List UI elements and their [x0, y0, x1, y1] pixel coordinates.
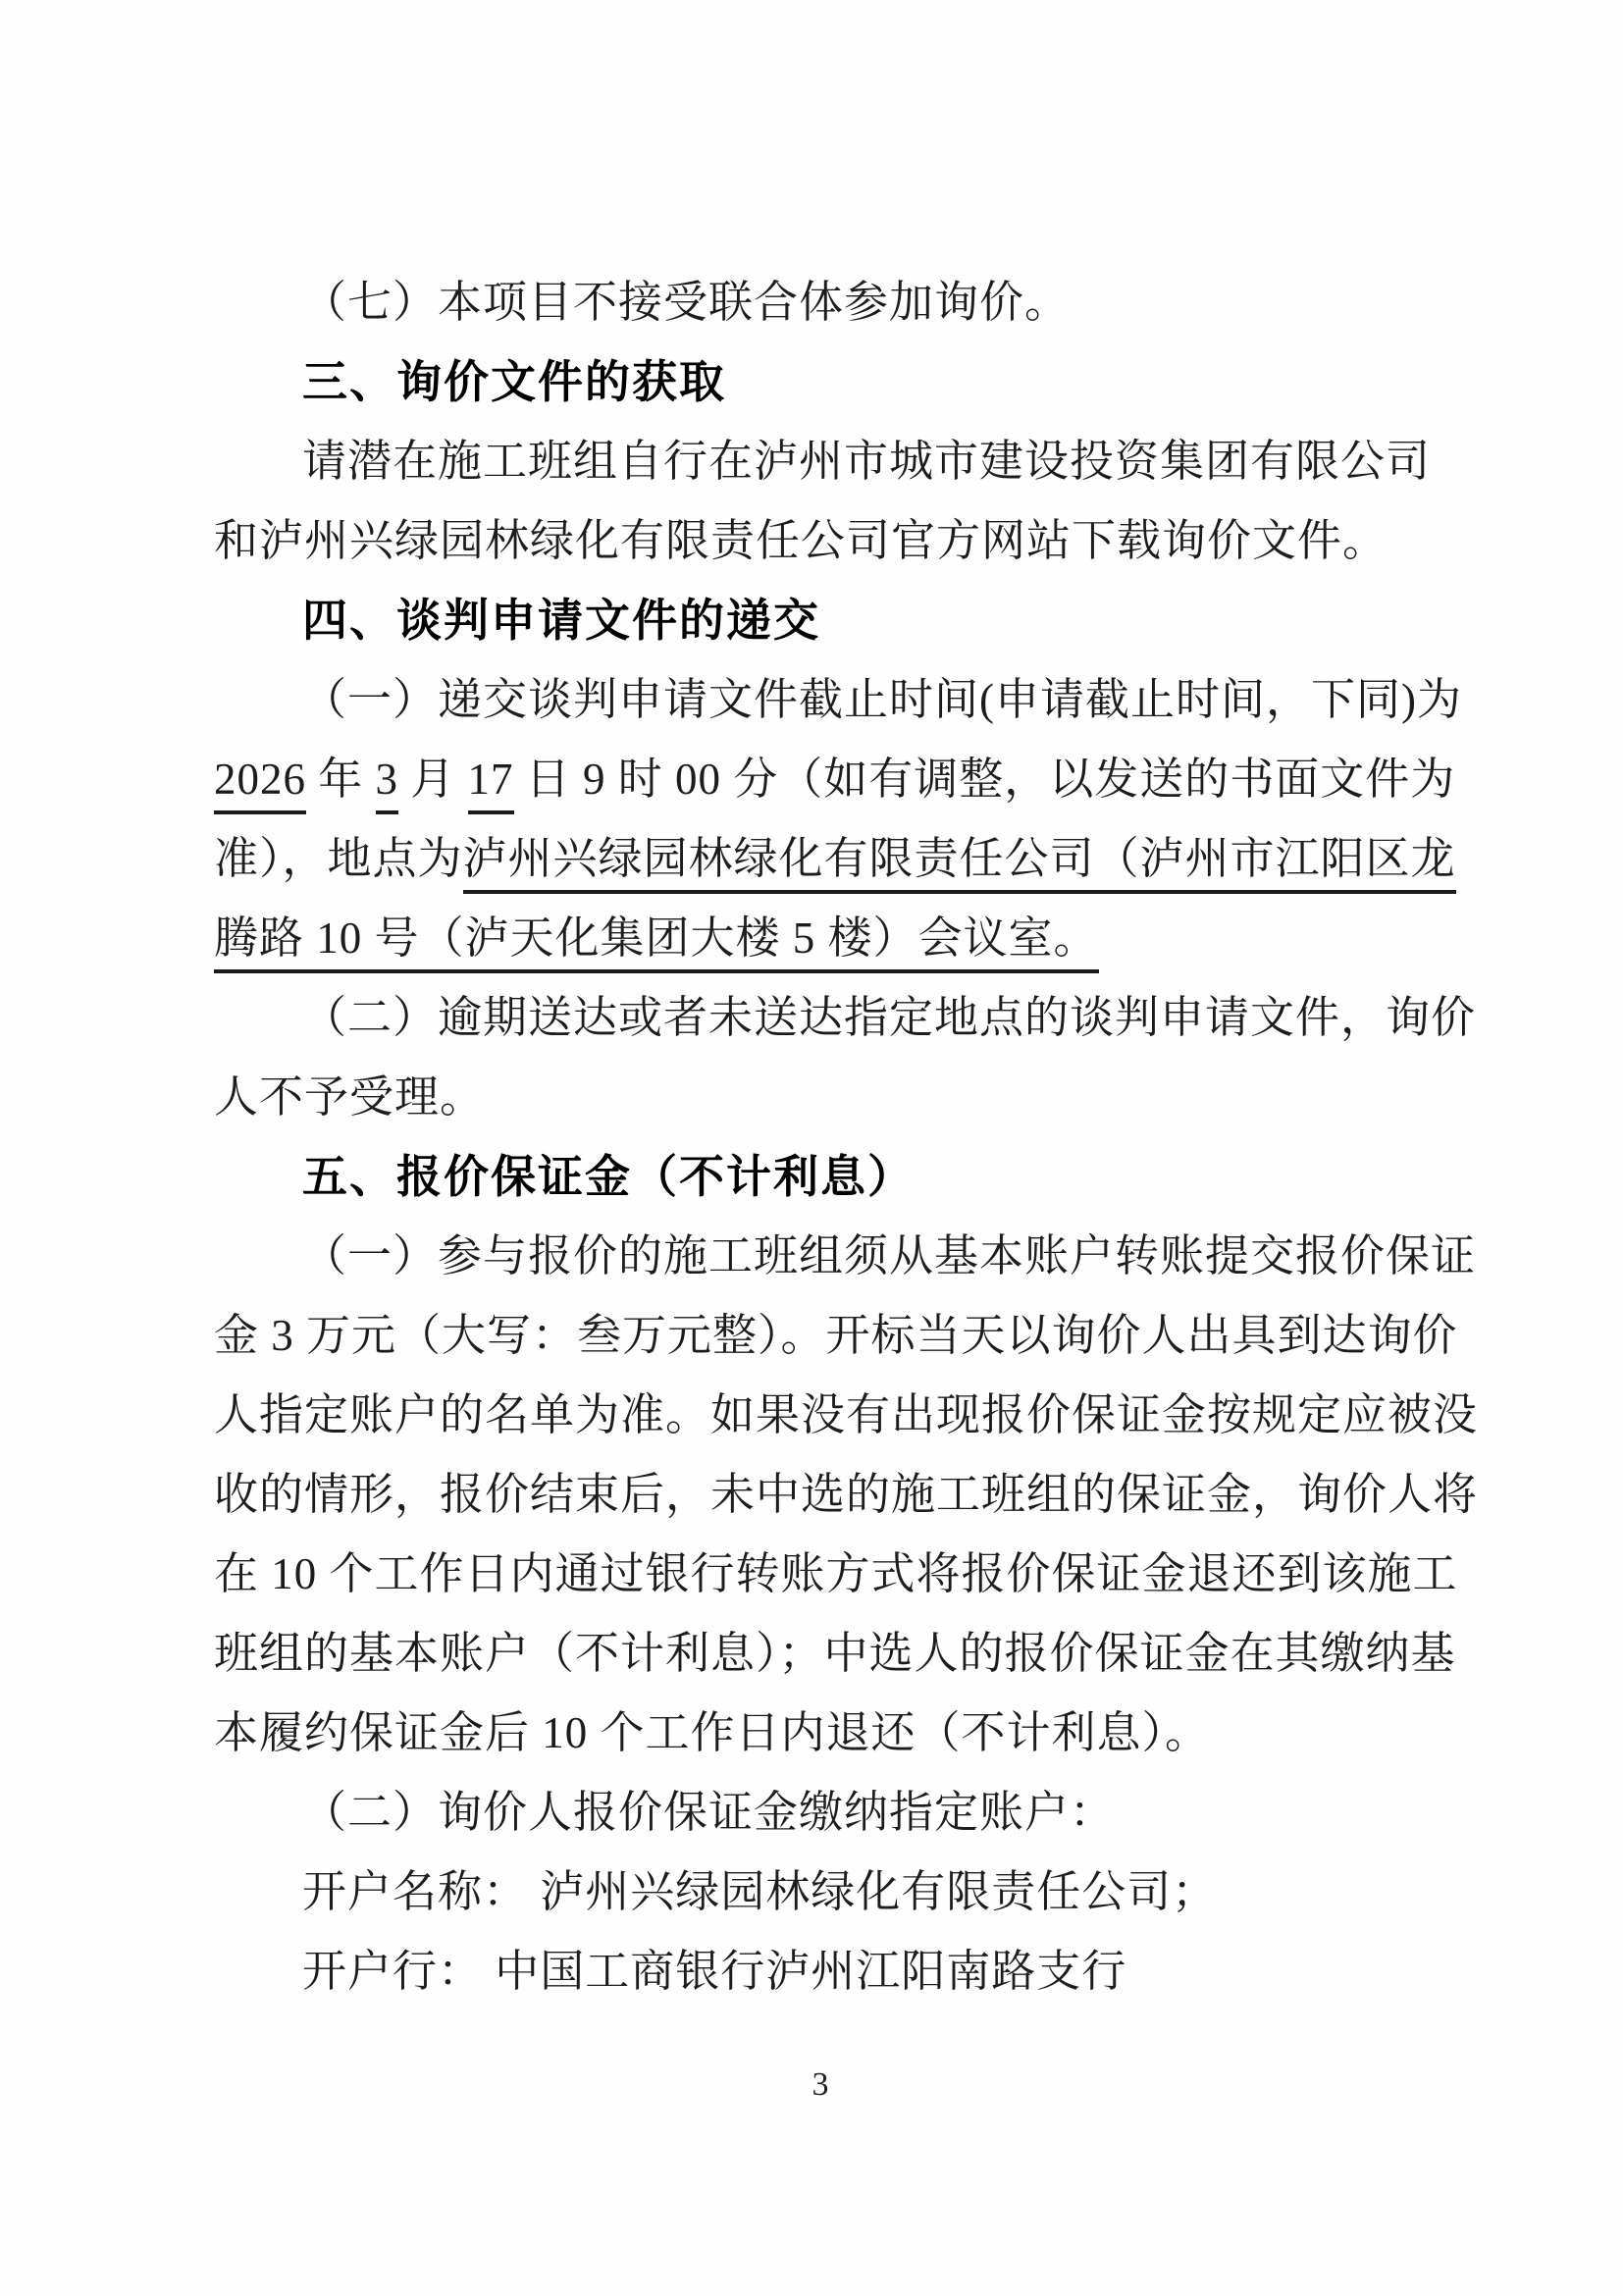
- text-segment: （二）询价人报价保证金缴纳指定账户：: [302, 1788, 1116, 1837]
- underlined-text: 17: [468, 755, 514, 814]
- text-line: [214, 1535, 1458, 1614]
- text-segment: 日 9 时 00 分（如有调整，以发送的书面文件为: [513, 755, 1456, 804]
- text-segment: 和泸州兴绿园林绿化有限责任公司官方网站下载询价文件。: [214, 516, 1388, 565]
- text-segment: 开户名称： 泸州兴绿园林绿化有限责任公司；: [302, 1867, 1218, 1916]
- text-line: [214, 422, 1432, 501]
- text-segment: 四、谈判申请文件的递交: [302, 594, 820, 647]
- text-segment: 五、报价保证金（不计利息）: [302, 1150, 915, 1203]
- underlined-text: 腾路 10 号（泸天化集团大楼 5 楼）会议室。: [214, 913, 1099, 973]
- document-body: [214, 263, 1479, 2011]
- text-line: [214, 1773, 1427, 1852]
- text-segment: 人指定账户的名单为准。如果没有出现报价保证金按规定应被没: [214, 1390, 1479, 1439]
- text-line: [214, 1455, 1479, 1535]
- text-line: [214, 1852, 1427, 1932]
- section-heading: [214, 581, 1427, 660]
- text-line: [214, 1614, 1456, 1694]
- text-line: [214, 263, 1427, 342]
- text-segment: 收的情形，报价结束后，未中选的施工班组的保证金，询价人将: [214, 1470, 1479, 1519]
- text-segment: （二）逾期送达或者未送达指定地点的谈判申请文件，询价: [302, 993, 1477, 1042]
- underlined-text: 泸州兴绿园林绿化有限责任公司（泸州市江阳区龙: [463, 834, 1456, 894]
- text-segment: 班组的基本账户（不计利息）；中选人的报价保证金在其缴纳基: [214, 1629, 1456, 1678]
- underlined-text: 2026: [214, 755, 306, 814]
- text-line: [214, 660, 1462, 740]
- text-segment: 三、询价文件的获取: [302, 355, 726, 408]
- text-line: [214, 819, 1456, 899]
- text-line: [214, 1296, 1458, 1376]
- text-line: [214, 899, 1427, 978]
- text-line: [214, 978, 1477, 1058]
- text-segment: 年: [306, 755, 376, 804]
- text-line: [214, 1694, 1427, 1773]
- text-segment: （七）本项目不接受联合体参加询价。: [302, 278, 1071, 327]
- text-line: [214, 501, 1427, 581]
- text-segment: （一）参与报价的施工班组须从基本账户转账提交报价保证: [302, 1231, 1477, 1280]
- text-line: [214, 1376, 1479, 1455]
- section-heading: [214, 1137, 1427, 1217]
- text-line: [214, 1217, 1477, 1296]
- text-segment: 在 10 个工作日内通过银行转账方式将报价保证金退还到该施工: [214, 1549, 1458, 1598]
- text-segment: 准），地点为: [214, 834, 463, 883]
- text-segment: 金 3 万元（大写：叁万元整）。开标当天以询价人出具到达询价: [214, 1311, 1458, 1360]
- text-line: [214, 740, 1456, 819]
- text-segment: 本履约保证金后 10 个工作日内退还（不计利息）。: [214, 1708, 1211, 1757]
- text-segment: 人不予受理。: [214, 1072, 486, 1122]
- page-number: 3: [812, 2066, 829, 2103]
- text-segment: 月: [398, 755, 468, 804]
- text-segment: 开户行： 中国工商银行泸州江阳南路支行: [302, 1947, 1127, 1996]
- text-segment: （一）递交谈判申请文件截止时间(申请截止时间，下同)为: [302, 675, 1462, 724]
- text-segment: 请潜在施工班组自行在泸州市城市建设投资集团有限公司: [302, 437, 1432, 486]
- section-heading: [214, 342, 1427, 422]
- text-line: [214, 1058, 1427, 1137]
- underlined-text: 3: [376, 755, 399, 814]
- text-line: [214, 1932, 1427, 2011]
